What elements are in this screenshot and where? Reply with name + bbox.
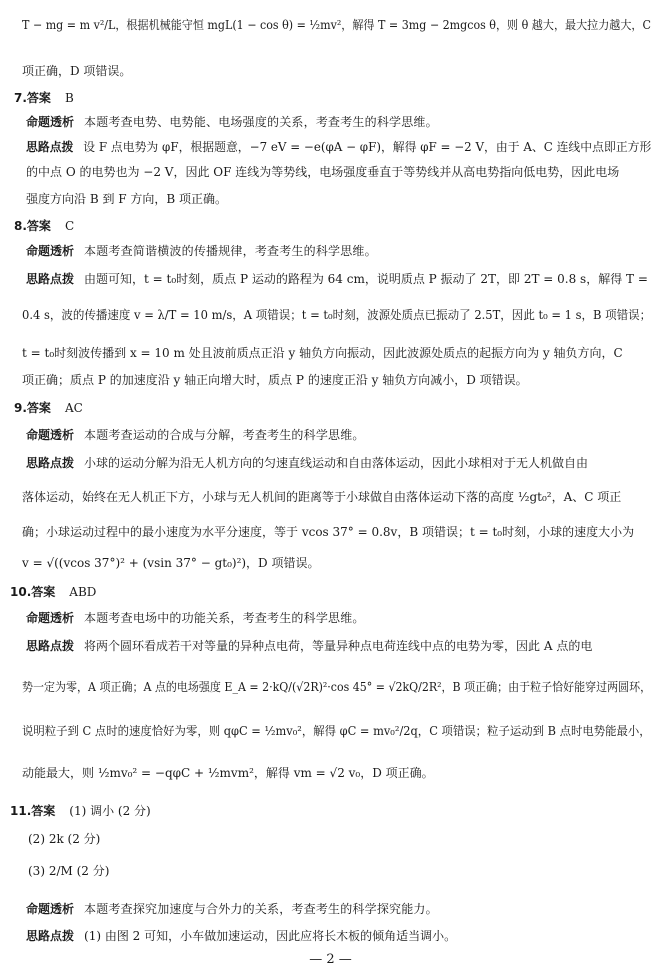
text-line: 确；小球运动过程中的最小速度为水平分速度，等于 vcos 37° = 0.8v，B 项错误；t = t₀时刻，小球的速度大小为 — [22, 525, 635, 539]
question-7-analysis: 命题透析 本题考查电势、电势能、电场强度的关系，考查考生的科学思维。 — [26, 115, 438, 129]
question-9-hint: 思路点拨 小球的运动分解为沿无人机方向的匀速直线运动和自由落体运动，因此小球相对于无人机做自由 — [26, 456, 589, 470]
text-line: T − mg = m v²/L，根据机械能守恒 mgL(1 − cos θ) = ½mv²，解得 T = 3mg − 2mgcos θ，则 θ 越大，最大拉力越大，C — [22, 18, 651, 32]
question-9-answer: 9.答案 AC — [14, 401, 83, 415]
text-line: 强度方向沿 B 到 F 方向，B 项正确。 — [26, 192, 228, 206]
question-10-analysis: 命题透析 本题考查电场中的功能关系，考查考生的科学思维。 — [26, 611, 365, 625]
question-10-hint: 思路点拨 将两个圆环看成若干对等量的异种点电荷，等量异种点电荷连线中点的电势为零，因此 A 点的电 — [26, 639, 593, 653]
question-8-answer: 8.答案 C — [14, 219, 75, 233]
text-line: 的中点 O 的电势也为 −2 V，因此 OF 连线为等势线，电场强度垂直于等势线并从高电势指向低电势，因此电场 — [26, 165, 620, 179]
question-11-analysis: 命题透析 本题考查探究加速度与合外力的关系，考查考生的科学探究能力。 — [26, 902, 438, 916]
text-line: 落体运动，始终在无人机正下方，小球与无人机间的距离等于小球做自由落体运动下落的高度 ½gt₀²，A、C 项正 — [22, 490, 622, 504]
question-10-answer: 10.答案 ABD — [10, 585, 97, 599]
question-8-analysis: 命题透析 本题考查简谐横波的传播规律，考查考生的科学思维。 — [26, 244, 377, 258]
text-line: 说明粒子到 C 点时的速度恰好为零，则 qφC = ½mv₀²，解得 φC = mv₀²/2q，C 项错误；粒子运动到 B 点时电势能最小， — [22, 724, 651, 738]
question-7-answer: 7.答案 B — [14, 91, 74, 105]
question-11-part-3: (3) 2/M (2 分) — [28, 864, 110, 878]
question-7-hint: 思路点拨 设 F 点电势为 φF，根据题意，−7 eV = −e(φA − φF)，解得 φF = −2 V，由于 A、C 连线中点即正方形 — [26, 140, 652, 154]
question-8-hint: 思路点拨 由题可知，t = t₀时刻，质点 P 运动的路程为 64 cm，说明质点 P 振动了 2T，即 2T = 0.8 s，解得 T = — [26, 272, 648, 286]
page-number: — 2 — — [309, 952, 352, 967]
question-11-answer: 11.答案 (1) 调小 (2 分) — [10, 804, 151, 818]
text-line: 项正确，D 项错误。 — [22, 64, 132, 78]
text-line: 项正确；质点 P 的加速度沿 y 轴正向增大时，质点 P 的速度正沿 y 轴负方向减小，D 项错误。 — [22, 373, 528, 387]
question-9-analysis: 命题透析 本题考查运动的合成与分解，考查考生的科学思维。 — [26, 428, 365, 442]
text-line: 0.4 s，波的传播速度 v = λ/T = 10 m/s，A 项错误；t = t₀时刻，波源处质点已振动了 2.5T，因此 t₀ = 1 s，B 项错误； — [22, 308, 652, 322]
question-11-part-2: (2) 2k (2 分) — [28, 832, 101, 846]
text-line: 动能最大，则 ½mv₀² = −qφC + ½mvm²，解得 vm = √2 v₀，D 项正确。 — [22, 766, 434, 780]
text-line: 势一定为零，A 项正确；A 点的电场强度 E_A = 2·kQ/(√2R)²·cos 45° = √2kQ/2R²，B 项正确；由于粒子恰好能穿过两圆环， — [22, 680, 652, 694]
question-11-hint: 思路点拨 (1) 由图 2 可知，小车做加速运动，因此应将长木板的倾角适当调小。 — [26, 929, 457, 943]
text-line: t = t₀时刻波传播到 x = 10 m 处且波前质点正沿 y 轴负方向振动，因此波源处质点的起振方向为 y 轴负方向，C — [22, 346, 623, 360]
text-line: v = √((vcos 37°)² + (vsin 37° − gt₀)²)，D 项错误。 — [22, 556, 320, 570]
